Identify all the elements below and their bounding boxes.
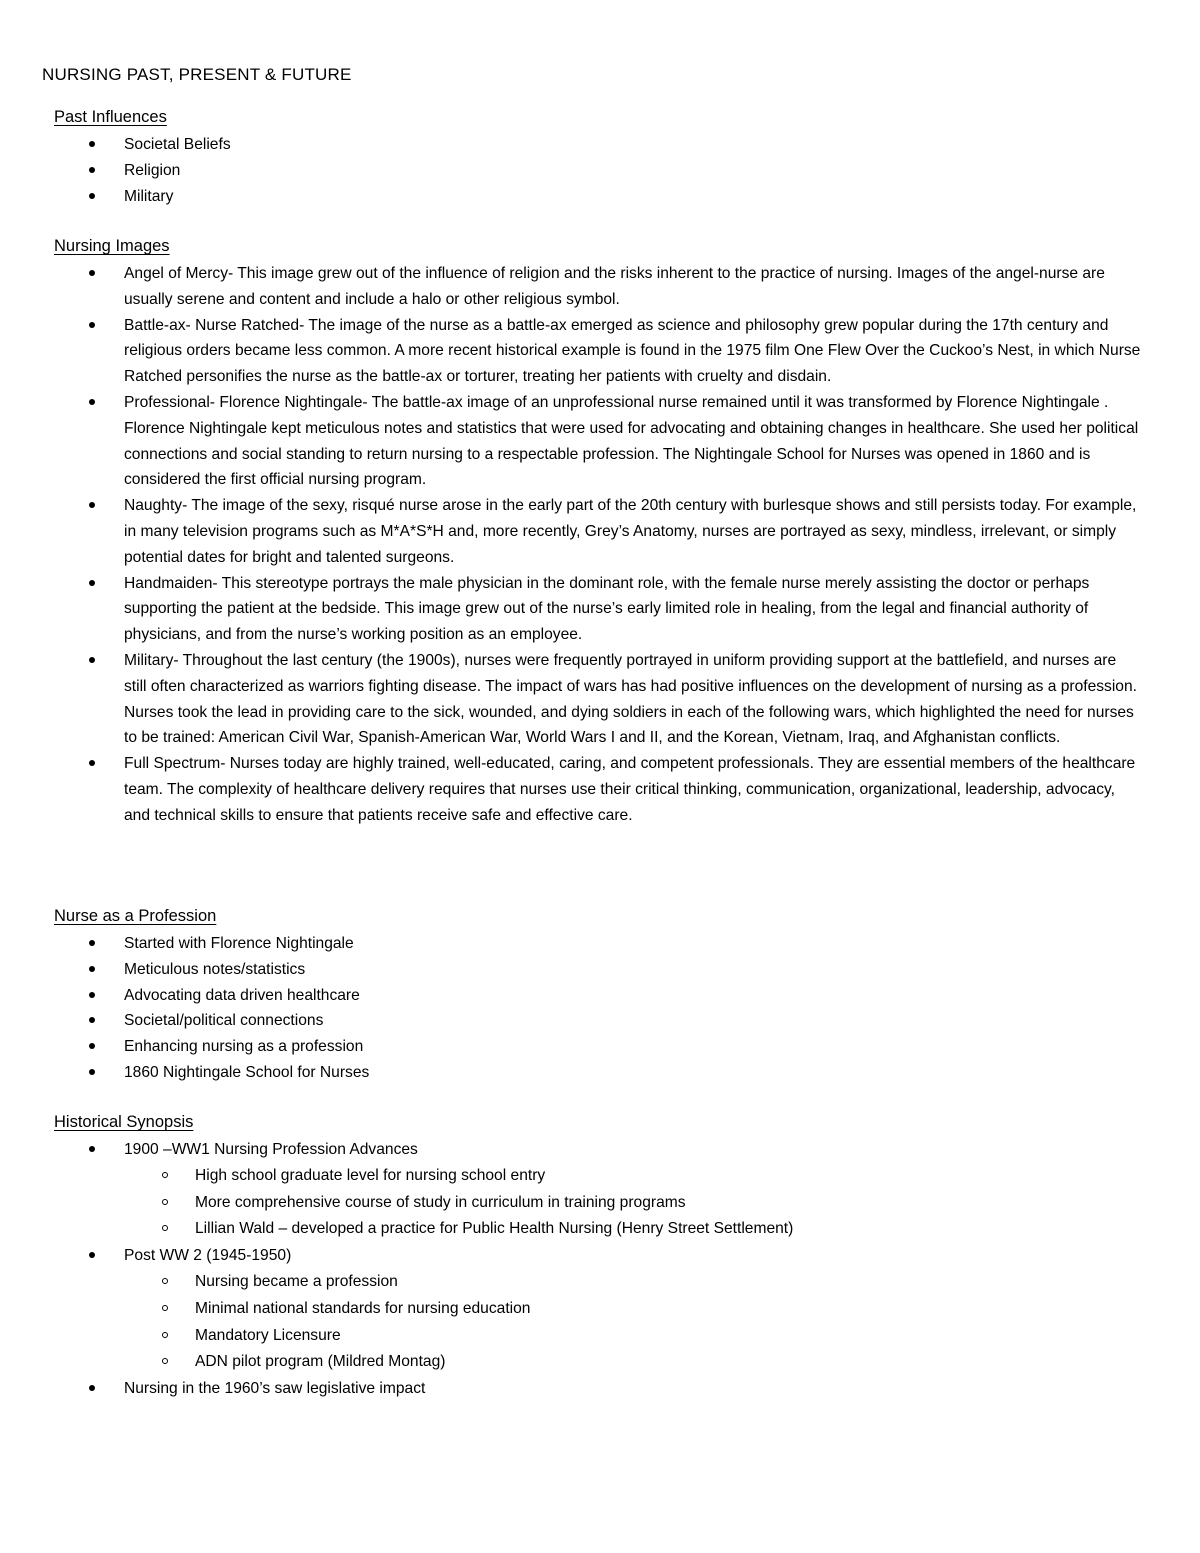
list-item: 1900 –WW1 Nursing Profession Advances High school graduate level for nursing school entry More comprehensive course of study in curriculum in training programs Lillian Wald – developed a practice for Public Health Nursing (Henry Street Settlement) [0,1137,1200,1243]
bullet-icon [89,1252,95,1258]
bullet-icon [89,270,95,276]
bullet-icon [89,966,95,972]
sub-list-item: More comprehensive course of study in curriculum in training programs [124,1190,1142,1217]
hollow-bullet-icon [162,1172,168,1178]
sub-list [124,1269,1142,1376]
list-item: Professional- Florence Nightingale- The battle-ax image of an unprofessional nurse remained until it was transformed by Florence Nightingale . Florence Nightingale kept meticulous notes and statistics that were used for advocating and obtaining changes in healthcare. She used her political connections and social standing to return nursing to a respectable profession. The Nightingale School for Nurses was opened in 1860 and is considered the first official nursing program. [0,390,1200,493]
sub-list-item: Mandatory Licensure [124,1323,1142,1350]
list-item: Societal Beliefs [0,132,1200,158]
bullet-icon [89,141,95,147]
sub-list [124,1163,1142,1243]
list-item: Military- Throughout the last century (the 1900s), nurses were frequently portrayed in uniform providing support at the battlefield, and nurses are still often characterized as warriors fighting disease. The impact of wars has had positive influences on the development of nursing as a profession. Nurses took the lead in providing care to the sick, wounded, and dying soldiers in each of the following wars, which highlighted the need for nurses to be trained: American Civil War, Spanish-American War, World Wars I and II, and the Korean, Vietnam, Iraq, and Afghanistan conflicts. [0,648,1200,751]
bullet-icon [89,1146,95,1152]
hollow-bullet-icon [162,1332,168,1338]
bullet-icon [89,657,95,663]
bullet-icon [89,940,95,946]
list-item: Started with Florence Nightingale [0,931,1200,957]
bullet-list [0,261,1200,829]
hollow-bullet-icon [162,1225,168,1231]
list-item: Enhancing nursing as a profession [0,1034,1200,1060]
bullet-icon [89,760,95,766]
section-heading: Nurse as a Profession [54,907,217,925]
bullet-icon [89,1385,95,1391]
list-item: Advocating data driven healthcare [0,983,1200,1009]
hollow-bullet-icon [162,1305,168,1311]
bullet-icon [89,1017,95,1023]
section-heading: Historical Synopsis [54,1113,194,1131]
bullet-icon [89,580,95,586]
bullet-icon [89,992,95,998]
bullet-icon [89,193,95,199]
section-heading: Nursing Images [54,237,170,255]
bullet-icon [89,502,95,508]
bullet-icon [89,1043,95,1049]
list-item: Religion [0,158,1200,184]
section-heading: Past Influences [54,108,167,126]
list-item: Societal/political connections [0,1008,1200,1034]
list-item: Naughty- The image of the sexy, risqué nurse arose in the early part of the 20th century with burlesque shows and still persists today. For example, in many television programs such as M*A*S*H and, more recently, Grey’s Anatomy, nurses are portrayed as sexy, mindless, irrelevant, or simply potential dates for bright and talented surgeons. [0,493,1200,570]
hollow-bullet-icon [162,1278,168,1284]
bullet-list [0,1137,1200,1402]
list-item: Handmaiden- This stereotype portrays the male physician in the dominant role, with the female nurse merely assisting the doctor or perhaps supporting the patient at the bedside. This image grew out of the nurse’s early limited role in healing, from the legal and financial authority of physicians, and from the nurse’s working position as an employee. [0,571,1200,648]
bullet-icon [89,167,95,173]
list-item: Meticulous notes/statistics [0,957,1200,983]
list-item: 1860 Nightingale School for Nurses [0,1060,1200,1086]
sub-list-item: Minimal national standards for nursing education [124,1296,1142,1323]
sub-list-item: High school graduate level for nursing school entry [124,1163,1142,1190]
list-item: Military [0,184,1200,210]
document-title: NURSING PAST, PRESENT & FUTURE [42,65,352,84]
sub-list-item: ADN pilot program (Mildred Montag) [124,1349,1142,1376]
sub-list-item: Nursing became a profession [124,1269,1142,1296]
list-item: Full Spectrum- Nurses today are highly trained, well-educated, caring, and competent professionals. They are essential members of the healthcare team. The complexity of healthcare delivery requires that nurses use their critical thinking, communication, organizational, leadership, advocacy, and technical skills to ensure that patients receive safe and effective care. [0,751,1200,828]
bullet-list [0,931,1200,1086]
hollow-bullet-icon [162,1358,168,1364]
list-item: Post WW 2 (1945-1950) Nursing became a profession Minimal national standards for nursing education Mandatory Licensure ADN pilot program (Mildred Montag) [0,1243,1200,1376]
bullet-list [0,132,1200,209]
list-item: Angel of Mercy- This image grew out of the influence of religion and the risks inherent to the practice of nursing. Images of the angel-nurse are usually serene and content and include a halo or other religious symbol. [0,261,1200,313]
list-item: Battle-ax- Nurse Ratched- The image of the nurse as a battle-ax emerged as science and philosophy grew popular during the 17th century and religious orders became less common. A more recent historical example is found in the 1975 film One Flew Over the Cuckoo’s Nest, in which Nurse Ratched personifies the nurse as the battle-ax or torturer, treating her patients with cruelty and disdain. [0,313,1200,390]
bullet-icon [89,322,95,328]
bullet-icon [89,1069,95,1075]
sub-list-item: Lillian Wald – developed a practice for Public Health Nursing (Henry Street Settlement) [124,1216,1142,1243]
bullet-icon [89,399,95,405]
hollow-bullet-icon [162,1199,168,1205]
list-item: Nursing in the 1960’s saw legislative impact [0,1376,1200,1402]
